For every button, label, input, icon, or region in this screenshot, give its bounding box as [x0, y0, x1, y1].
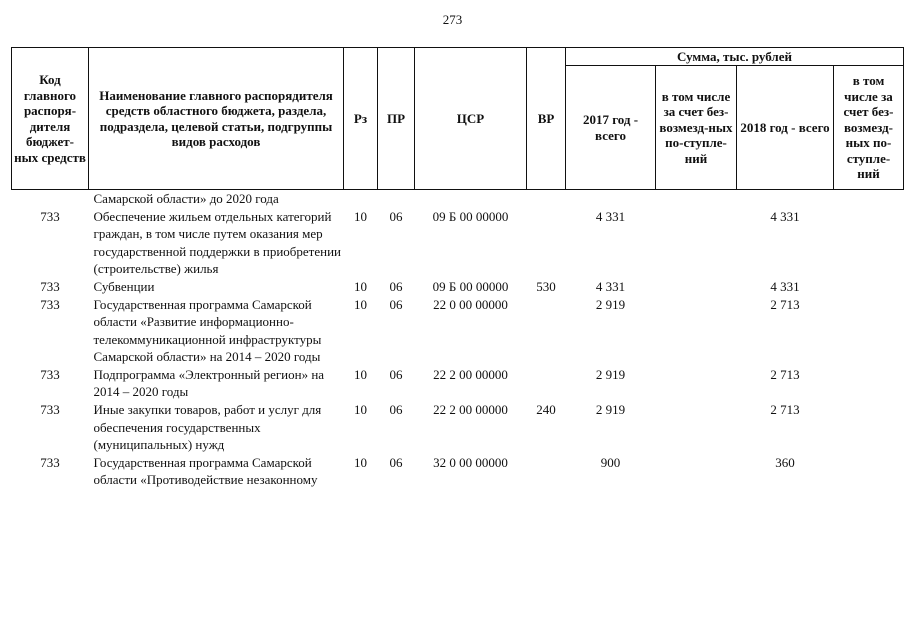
cell-2018-free [834, 208, 904, 278]
cell-2017-free [656, 296, 737, 366]
cell-2018-free [834, 278, 904, 296]
cell-name: Государственная программа Самарской области «Противодействие незаконному [93, 455, 318, 488]
cell-pr: 06 [389, 279, 403, 295]
header-2018-total: 2018 год - всего [737, 66, 834, 190]
cell-2017-free [656, 401, 737, 454]
cell-2017-free [656, 278, 737, 296]
cell-code: 733 [40, 455, 60, 471]
cell-2017-free [656, 454, 737, 489]
cell-2017-total [566, 190, 656, 209]
header-2017-free: в том числе за счет без-возмезд-ных по-ступле-ний [656, 66, 737, 190]
cell-2017-total: 4 331 [595, 279, 626, 295]
cell-rz: 10 [354, 455, 367, 471]
cell-vr: 530 [536, 279, 556, 295]
table-row [12, 190, 904, 209]
cell-pr: 06 [389, 209, 403, 225]
cell-code: 733 [40, 297, 60, 313]
cell-csr: 22 2 00 00000 [433, 367, 508, 383]
header-csr: ЦСР [415, 48, 527, 190]
cell-vr [527, 296, 566, 366]
cell-vr [527, 208, 566, 278]
cell-vr [527, 190, 566, 209]
cell-csr: 22 2 00 00000 [433, 402, 508, 418]
cell-2017-free [656, 190, 737, 209]
cell-2017-total: 2 919 [595, 367, 626, 383]
cell-2018-free [834, 366, 904, 401]
cell-vr [527, 454, 566, 489]
cell-2017-total: 4 331 [595, 209, 626, 225]
cell-2017-total: 900 [600, 455, 621, 471]
cell-2017-total: 2 919 [595, 297, 626, 313]
table-row [12, 366, 904, 401]
cell-rz: 10 [354, 402, 367, 418]
header-code: Код главного распоря-дителя бюджет-ных средств [12, 48, 89, 190]
cell-2018-total: 2 713 [770, 297, 800, 313]
cell-rz: 10 [354, 209, 367, 225]
cell-csr: 22 0 00 00000 [433, 297, 508, 313]
cell-name: Обеспечение жильем отдельных категорий граждан, в том числе путем оказания мер государственной поддержки в приобретении (строительстве) жилья [93, 209, 341, 276]
header-rz: Рз [344, 48, 378, 190]
cell-csr: 32 0 00 00000 [433, 455, 508, 471]
header-name: Наименование главного распорядителя средств областного бюджета, раздела, подраздела, целевой статьи, подгруппы видов расходов [89, 48, 344, 190]
cell-2017-free [656, 208, 737, 278]
cell-2018-total: 360 [775, 455, 795, 471]
header-pr: ПР [378, 48, 415, 190]
header-vr: ВР [527, 48, 566, 190]
cell-code: 733 [40, 209, 60, 225]
header-sum: Сумма, тыс. рублей [566, 48, 904, 66]
header-2017-total: 2017 год - всего [566, 66, 656, 190]
cell-name: Самарской области» до 2020 года [93, 191, 279, 206]
cell-csr: 09 Б 00 00000 [432, 209, 509, 225]
table-row [12, 278, 904, 296]
cell-2018-total [737, 190, 834, 209]
cell-pr [378, 190, 415, 209]
cell-name: Иные закупки товаров, работ и услуг для обеспечения государственных (муниципальных) нужд [93, 402, 322, 452]
cell-pr: 06 [389, 297, 403, 313]
cell-2018-total: 4 331 [770, 279, 800, 295]
cell-2018-free [834, 454, 904, 489]
table-header [12, 48, 904, 190]
cell-name: Субвенции [93, 279, 155, 295]
header-2018-free: в том числе за счет без-возмезд-ных по-ступле-ний [834, 66, 904, 190]
cell-code: 733 [40, 279, 60, 295]
cell-csr [415, 190, 527, 209]
budget-table [11, 47, 904, 489]
table-row [12, 401, 904, 454]
cell-csr: 09 Б 00 00000 [432, 279, 509, 295]
cell-vr: 240 [536, 402, 556, 418]
cell-pr: 06 [389, 402, 403, 418]
cell-name: Государственная программа Самарской области «Развитие информационно-телекоммуникационной инфраструктуры Самарской области» на 2014 – 2020 годы [93, 297, 322, 364]
cell-2018-free [834, 401, 904, 454]
cell-pr: 06 [389, 455, 403, 471]
cell-rz: 10 [354, 297, 367, 313]
cell-2018-total: 4 331 [770, 209, 800, 225]
table-row [12, 208, 904, 278]
cell-2018-free [834, 190, 904, 209]
cell-2018-free [834, 296, 904, 366]
cell-rz: 10 [354, 367, 367, 383]
cell-rz: 10 [354, 279, 367, 295]
cell-code [12, 190, 89, 209]
table-body [12, 190, 904, 490]
cell-2018-total: 2 713 [770, 402, 800, 418]
cell-name: Подпрограмма «Электронный регион» на 2014 – 2020 годы [93, 367, 325, 400]
table-row [12, 296, 904, 366]
cell-code: 733 [40, 367, 60, 383]
cell-code: 733 [40, 402, 60, 418]
cell-pr: 06 [389, 367, 403, 383]
cell-2018-total: 2 713 [770, 367, 800, 383]
cell-rz [344, 190, 378, 209]
cell-vr [527, 366, 566, 401]
table-row [12, 454, 904, 489]
cell-2017-free [656, 366, 737, 401]
page-number: 273 [442, 12, 463, 27]
cell-2017-total: 2 919 [595, 402, 626, 418]
